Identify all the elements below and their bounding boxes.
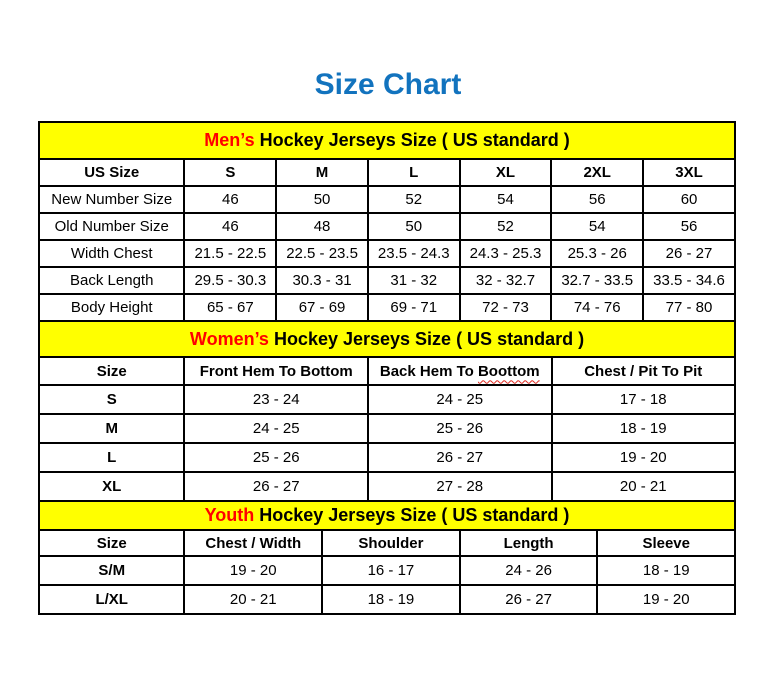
table-row xyxy=(39,267,735,294)
column-header-0-1: S xyxy=(184,159,276,186)
table-cell: 52 xyxy=(368,186,460,213)
row-label: S/M xyxy=(39,556,184,585)
table-cell: 24 - 25 xyxy=(368,385,552,414)
table-cell: 46 xyxy=(184,186,276,213)
womens-size-table xyxy=(38,320,736,502)
section-header-highlight: Men’s xyxy=(204,130,255,150)
table-cell: 24.3 - 25.3 xyxy=(460,240,552,267)
table-row xyxy=(39,240,735,267)
table-cell: 26 - 27 xyxy=(643,240,735,267)
table-cell: 20 - 21 xyxy=(552,472,735,501)
table-cell: 56 xyxy=(643,213,735,240)
table-cell: 32.7 - 33.5 xyxy=(551,267,643,294)
row-label: L xyxy=(39,443,184,472)
table-cell: 50 xyxy=(276,186,368,213)
table-cell: 25.3 - 26 xyxy=(551,240,643,267)
mens-size-table xyxy=(38,121,736,322)
table-cell: 60 xyxy=(643,186,735,213)
column-header-2-0: Size xyxy=(39,530,184,556)
section-header-highlight: Women’s xyxy=(189,328,269,349)
table-cell: 18 - 19 xyxy=(597,556,735,585)
column-header-0-3: L xyxy=(368,159,460,186)
column-header-1-0: Size xyxy=(39,357,184,385)
row-label: Body Height xyxy=(39,294,184,321)
table-cell: 23.5 - 24.3 xyxy=(368,240,460,267)
youth-section-header xyxy=(39,501,735,530)
row-label: Width Chest xyxy=(39,240,184,267)
column-header-0-2: M xyxy=(276,159,368,186)
section-header-rest: Hockey Jerseys Size ( US standard ) xyxy=(254,130,570,150)
table-cell: 32 - 32.7 xyxy=(460,267,552,294)
section-header-rest: Hockey Jerseys Size ( US standard ) xyxy=(254,505,570,525)
table-row xyxy=(39,472,735,501)
mens-section-header xyxy=(39,122,735,159)
table-cell: 19 - 20 xyxy=(184,556,322,585)
womens-section-header xyxy=(39,321,735,357)
table-cell: 69 - 71 xyxy=(368,294,460,321)
table-cell: 19 - 20 xyxy=(597,585,735,614)
table-cell: 30.3 - 31 xyxy=(276,267,368,294)
table-cell: 25 - 26 xyxy=(368,414,552,443)
table-cell: 27 - 28 xyxy=(368,472,552,501)
table-cell: 21.5 - 22.5 xyxy=(184,240,276,267)
column-header-text: Back Hem To xyxy=(379,362,478,380)
table-cell: 33.5 - 34.6 xyxy=(643,267,735,294)
table-row xyxy=(39,585,735,614)
table-cell: 72 - 73 xyxy=(460,294,552,321)
table-cell: 26 - 27 xyxy=(184,472,368,501)
column-header-1-1: Front Hem To Bottom xyxy=(184,357,368,385)
column-header-2-1: Chest / Width xyxy=(184,530,322,556)
table-cell: 24 - 25 xyxy=(184,414,368,443)
table-cell: 26 - 27 xyxy=(460,585,598,614)
row-label: XL xyxy=(39,472,184,501)
table-cell: 26 - 27 xyxy=(368,443,552,472)
column-header-2-4: Sleeve xyxy=(597,530,735,556)
table-cell: 17 - 18 xyxy=(552,385,735,414)
table-cell: 25 - 26 xyxy=(184,443,368,472)
misspelled-word: Boottom xyxy=(477,362,540,380)
table-row xyxy=(39,556,735,585)
table-cell: 48 xyxy=(276,213,368,240)
table-cell: 19 - 20 xyxy=(552,443,735,472)
table-cell: 20 - 21 xyxy=(184,585,322,614)
table-cell: 46 xyxy=(184,213,276,240)
row-label: Old Number Size xyxy=(39,213,184,240)
section-header-row xyxy=(39,122,735,159)
table-cell: 23 - 24 xyxy=(184,385,368,414)
column-header-0-4: XL xyxy=(460,159,552,186)
section-header-rest: Hockey Jerseys Size ( US standard ) xyxy=(268,328,585,349)
table-cell: 52 xyxy=(460,213,552,240)
table-row xyxy=(39,414,735,443)
column-header-0-0: US Size xyxy=(39,159,184,186)
column-header-1-3: Chest / Pit To Pit xyxy=(552,357,735,385)
section-header-row xyxy=(39,501,735,530)
column-header-row xyxy=(39,159,735,186)
section-header-row xyxy=(39,321,735,357)
table-cell: 31 - 32 xyxy=(368,267,460,294)
youth-size-table xyxy=(38,500,736,615)
table-cell: 77 - 80 xyxy=(643,294,735,321)
row-label: Back Length xyxy=(39,267,184,294)
table-cell: 50 xyxy=(368,213,460,240)
table-cell: 74 - 76 xyxy=(551,294,643,321)
table-cell: 18 - 19 xyxy=(322,585,460,614)
table-cell: 18 - 19 xyxy=(552,414,735,443)
column-header-row xyxy=(39,357,735,385)
table-cell: 65 - 67 xyxy=(184,294,276,321)
column-header-1-2 xyxy=(368,357,552,385)
page-title: Size Chart xyxy=(314,68,462,101)
table-row xyxy=(39,385,735,414)
row-label: L/XL xyxy=(39,585,184,614)
size-tables-container xyxy=(38,121,736,615)
row-label: New Number Size xyxy=(39,186,184,213)
column-header-0-6: 3XL xyxy=(643,159,735,186)
table-cell: 16 - 17 xyxy=(322,556,460,585)
table-cell: 56 xyxy=(551,186,643,213)
table-row xyxy=(39,443,735,472)
table-cell: 22.5 - 23.5 xyxy=(276,240,368,267)
table-cell: 54 xyxy=(551,213,643,240)
column-header-2-3: Length xyxy=(460,530,598,556)
column-header-0-5: 2XL xyxy=(551,159,643,186)
table-row xyxy=(39,213,735,240)
table-cell: 54 xyxy=(460,186,552,213)
table-cell: 29.5 - 30.3 xyxy=(184,267,276,294)
table-row xyxy=(39,294,735,321)
table-cell: 67 - 69 xyxy=(276,294,368,321)
section-header-highlight: Youth xyxy=(204,505,255,525)
column-header-2-2: Shoulder xyxy=(322,530,460,556)
table-cell: 24 - 26 xyxy=(460,556,598,585)
row-label: M xyxy=(39,414,184,443)
table-row xyxy=(39,186,735,213)
row-label: S xyxy=(39,385,184,414)
column-header-row xyxy=(39,530,735,556)
